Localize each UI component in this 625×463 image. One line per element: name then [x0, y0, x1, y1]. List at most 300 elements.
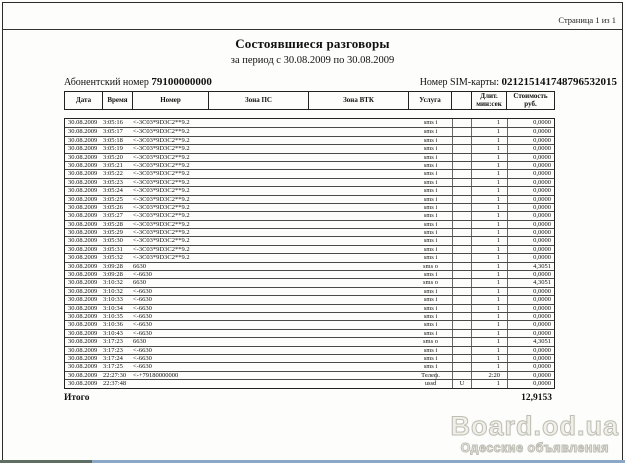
cell-time: 22:37:48: [103, 380, 127, 388]
sim-number-group: [420, 76, 617, 88]
cell-cost: 0,0000: [507, 271, 554, 278]
cell-service: sms i: [423, 354, 438, 362]
cell-service: sms i: [423, 161, 438, 169]
cell-number: 6630: [133, 279, 146, 287]
table-row: [65, 304, 554, 312]
cell-service: Телеф.: [421, 371, 440, 379]
cell-duration: 1: [496, 136, 500, 144]
cell-zone-vtk: [309, 246, 409, 253]
cell-duration: 1: [496, 338, 500, 346]
cell-flag: [452, 296, 472, 303]
cell-number: 6630: [133, 338, 146, 346]
cell-service: sms i: [423, 178, 438, 186]
cell-duration: 1: [496, 363, 500, 371]
cell-number: <-3C03*9D3C2**9.2: [133, 119, 190, 126]
cell-number: <-6630: [133, 296, 152, 304]
cell-duration: 1: [496, 312, 500, 320]
cell-service: sms i: [423, 329, 438, 337]
cell-duration: 1: [496, 346, 500, 354]
cell-service: sms o: [423, 279, 438, 287]
cell-date: 30.08.2009: [68, 161, 98, 169]
cell-number: <-6630: [133, 271, 152, 279]
cell-flag: [452, 179, 472, 186]
cell-number: <-6630: [133, 312, 152, 320]
cell-zone-vtk: [309, 321, 409, 328]
cell-zone-ps: [209, 246, 309, 253]
cell-service: sms i: [423, 287, 438, 295]
cell-time: 3:17:24: [103, 354, 123, 362]
cell-number: <-3C03*9D3C2**9.2: [133, 212, 190, 220]
cell-service: sms i: [423, 312, 438, 320]
cell-flag: [452, 347, 472, 354]
cell-time: 3:05:27: [103, 212, 123, 220]
cell-time: 3:05:19: [103, 145, 123, 153]
col-header-zone-vtk: Зона ВТК: [309, 92, 409, 109]
table-header: [64, 91, 555, 110]
cell-date: 30.08.2009: [68, 363, 98, 371]
cell-time: 3:10:33: [103, 296, 123, 304]
cell-flag: [452, 196, 472, 203]
cell-cost: 0,0000: [507, 246, 554, 253]
table-row: [65, 127, 554, 135]
cell-flag: [452, 271, 472, 278]
col-header-time: Время: [103, 92, 133, 109]
cell-cost: 0,0000: [507, 119, 554, 127]
cell-service: ussd: [424, 380, 437, 388]
cell-cost: 0,0000: [507, 237, 554, 244]
cell-zone-ps: [209, 355, 309, 362]
cell-flag: [452, 212, 472, 219]
cell-zone-ps: [209, 263, 309, 270]
total-value: 12,9153: [521, 392, 552, 403]
cell-flag: [452, 288, 472, 295]
cell-zone-vtk: [309, 229, 409, 236]
cell-service: sms i: [423, 119, 438, 126]
cell-service: sms i: [423, 245, 438, 253]
table-row: [65, 312, 554, 320]
cell-cost: 0,0000: [507, 305, 554, 312]
cell-duration: 1: [496, 237, 500, 245]
cell-number: <-6630: [133, 346, 152, 354]
report-period: за период с 30.08.2009 по 30.08.2009: [230, 55, 395, 66]
cell-time: 3:09:28: [103, 262, 123, 270]
cell-zone-vtk: [309, 263, 409, 270]
cell-service: sms i: [423, 304, 438, 312]
cell-date: 30.08.2009: [68, 245, 98, 253]
cell-cost: 0,0000: [507, 288, 554, 295]
cell-time: 3:10:36: [103, 321, 123, 329]
cell-service: sms i: [423, 229, 438, 237]
cell-zone-vtk: [309, 355, 409, 362]
cell-number: <-3C03*9D3C2**9.2: [133, 153, 190, 161]
cell-flag: [452, 145, 472, 152]
cell-time: 3:05:21: [103, 161, 123, 169]
cell-number: <-6630: [133, 363, 152, 371]
cell-duration: 1: [496, 321, 500, 329]
cell-zone-ps: [209, 119, 309, 127]
table-row: [65, 178, 554, 186]
cell-duration: 1: [496, 254, 500, 262]
cell-duration: 1: [496, 220, 500, 228]
cell-zone-ps: [209, 288, 309, 295]
table-row: [65, 195, 554, 203]
cell-service: sms o: [423, 338, 438, 346]
cell-time: 3:05:25: [103, 195, 123, 203]
table-row: [65, 329, 554, 337]
cell-flag: [452, 137, 472, 144]
cell-zone-ps: [209, 254, 309, 261]
cell-zone-vtk: [309, 145, 409, 152]
cell-duration: 1: [496, 187, 500, 195]
table-row: [65, 253, 554, 261]
table-body: [64, 118, 555, 389]
cell-duration: 1: [496, 329, 500, 337]
cell-date: 30.08.2009: [68, 203, 98, 211]
cell-zone-ps: [209, 338, 309, 345]
cell-zone-vtk: [309, 170, 409, 177]
cell-zone-ps: [209, 372, 309, 379]
cell-duration: 1: [496, 279, 500, 287]
cell-cost: 0,0000: [507, 170, 554, 177]
cell-number: <-6630: [133, 321, 152, 329]
cell-time: 3:09:28: [103, 271, 123, 279]
table-row: [65, 346, 554, 354]
table-row: [65, 362, 554, 370]
total-label: Итого: [64, 392, 90, 403]
table-row: [65, 169, 554, 177]
cell-flag: [452, 154, 472, 161]
cell-date: 30.08.2009: [68, 220, 98, 228]
cell-cost: 0,0000: [507, 137, 554, 144]
cell-number: <-3C03*9D3C2**9.2: [133, 170, 190, 178]
cell-cost: 0,0000: [507, 313, 554, 320]
cell-time: 3:10:32: [103, 279, 123, 287]
cell-duration: 1: [496, 178, 500, 186]
table-row: [65, 203, 554, 211]
cell-zone-ps: [209, 204, 309, 211]
cell-number: 6630: [133, 262, 146, 270]
table-row: [65, 354, 554, 362]
table-row: [65, 236, 554, 244]
cell-date: 30.08.2009: [68, 338, 98, 346]
cell-number: <-3C03*9D3C2**9.2: [133, 229, 190, 237]
cell-date: 30.08.2009: [68, 262, 98, 270]
cell-flag: [452, 162, 472, 169]
cell-time: 3:05:16: [103, 119, 123, 126]
watermark: [450, 410, 619, 455]
totals-row: [64, 393, 555, 403]
cell-zone-ps: [209, 179, 309, 186]
table-row: [65, 153, 554, 161]
table-row: [65, 379, 554, 387]
cell-duration: 1: [496, 380, 500, 388]
sim-label: Номер SIM-карты:: [419, 77, 499, 88]
cell-number: <-3C03*9D3C2**9.2: [133, 220, 190, 228]
col-header-duration: Длит. мин:сек: [472, 92, 507, 109]
cell-cost: 0,0000: [507, 296, 554, 303]
cell-date: 30.08.2009: [68, 212, 98, 220]
table-row: [65, 228, 554, 236]
cell-time: 22:27:30: [103, 371, 127, 379]
watermark-logo: Board.od.ua: [450, 410, 619, 441]
col-header-service: Услуга: [409, 92, 452, 109]
cell-number: <-3C03*9D3C2**9.2: [133, 203, 190, 211]
cell-cost: 0,0000: [507, 212, 554, 219]
cell-duration: 1: [496, 145, 500, 153]
cell-zone-vtk: [309, 179, 409, 186]
cell-service: sms i: [423, 237, 438, 245]
cell-zone-vtk: [309, 288, 409, 295]
cell-flag: U: [452, 380, 472, 387]
cell-time: 3:05:22: [103, 170, 123, 178]
cell-zone-vtk: [309, 271, 409, 278]
cell-duration: 1: [496, 153, 500, 161]
cell-number: <-3C03*9D3C2**9.2: [133, 178, 190, 186]
cell-time: 3:05:32: [103, 254, 123, 262]
cell-zone-vtk: [309, 254, 409, 261]
table-row: [65, 161, 554, 169]
cell-flag: [452, 254, 472, 261]
cell-zone-vtk: [309, 221, 409, 228]
cell-service: sms i: [423, 363, 438, 371]
cell-zone-ps: [209, 162, 309, 169]
cell-service: sms i: [423, 212, 438, 220]
cell-service: sms i: [423, 195, 438, 203]
col-header-cost: Стоимость руб.: [513, 91, 548, 108]
cell-flag: [452, 279, 472, 286]
cell-zone-ps: [209, 347, 309, 354]
cell-cost: 0,0000: [507, 145, 554, 152]
cell-flag: [452, 237, 472, 244]
cell-duration: 1: [496, 296, 500, 304]
cell-date: 30.08.2009: [68, 229, 98, 237]
cell-flag: [452, 170, 472, 177]
cell-cost: 0,0000: [507, 128, 554, 135]
cell-date: 30.08.2009: [68, 254, 98, 262]
cell-cost: 0,0000: [507, 162, 554, 169]
cell-flag: [452, 187, 472, 194]
table-row: [65, 371, 554, 379]
cell-zone-ps: [209, 154, 309, 161]
cell-zone-ps: [209, 229, 309, 236]
cell-zone-ps: [209, 296, 309, 303]
cell-zone-vtk: [309, 347, 409, 354]
watermark-tagline: Одесские объявления: [460, 440, 609, 455]
cell-zone-ps: [209, 196, 309, 203]
cell-date: 30.08.2009: [68, 128, 98, 136]
cell-number: <-3C03*9D3C2**9.2: [133, 237, 190, 245]
cell-date: 30.08.2009: [68, 371, 98, 379]
cell-zone-ps: [209, 237, 309, 244]
table-row: [65, 119, 554, 127]
cell-zone-vtk: [309, 212, 409, 219]
cell-duration: 1: [496, 195, 500, 203]
cell-cost: 0,0000: [507, 372, 554, 379]
cell-flag: [452, 338, 472, 345]
cell-duration: 1: [496, 170, 500, 178]
cell-time: 3:05:18: [103, 136, 123, 144]
cell-cost: 4,3051: [507, 338, 554, 345]
cell-service: sms i: [423, 153, 438, 161]
col-header-number: Номер: [133, 92, 209, 109]
table-row: [65, 245, 554, 253]
cell-date: 30.08.2009: [68, 346, 98, 354]
cell-date: 30.08.2009: [68, 119, 98, 126]
cell-number: [133, 380, 209, 387]
cell-number: <-6630: [133, 287, 152, 295]
cell-service: sms i: [423, 187, 438, 195]
cell-time: 3:05:31: [103, 245, 123, 253]
table-row: [65, 287, 554, 295]
cell-time: 3:05:23: [103, 178, 123, 186]
cell-zone-vtk: [309, 137, 409, 144]
cell-date: 30.08.2009: [68, 170, 98, 178]
cell-service: sms i: [423, 346, 438, 354]
cell-number: <-3C03*9D3C2**9.2: [133, 128, 190, 136]
account-info-row: [64, 76, 617, 88]
cell-duration: 1: [496, 128, 500, 136]
cell-duration: 1: [496, 203, 500, 211]
cell-cost: 4,3051: [507, 263, 554, 270]
cell-service: sms i: [423, 145, 438, 153]
cell-zone-ps: [209, 321, 309, 328]
cell-date: 30.08.2009: [68, 279, 98, 287]
cell-date: 30.08.2009: [68, 354, 98, 362]
cell-zone-ps: [209, 305, 309, 312]
cell-service: sms i: [423, 136, 438, 144]
cell-zone-vtk: [309, 119, 409, 127]
table-row: [65, 211, 554, 219]
cell-cost: 4,3051: [507, 279, 554, 286]
cell-service: sms i: [423, 128, 438, 136]
cell-zone-ps: [209, 221, 309, 228]
subscriber-number: 79100000000: [151, 76, 212, 88]
cell-cost: 0,0000: [507, 380, 554, 387]
cell-zone-vtk: [309, 204, 409, 211]
cell-date: 30.08.2009: [68, 271, 98, 279]
header-divider: [3, 29, 622, 30]
cell-zone-vtk: [309, 187, 409, 194]
cell-number: <-3C03*9D3C2**9.2: [133, 136, 190, 144]
cell-number: <-+79180000000: [133, 371, 179, 379]
cell-flag: [452, 229, 472, 236]
cell-time: 3:17:25: [103, 363, 123, 371]
cell-flag: [452, 246, 472, 253]
cell-time: 3:17:23: [103, 338, 123, 346]
cell-flag: [452, 355, 472, 362]
cell-time: 3:10:32: [103, 287, 123, 295]
cell-zone-ps: [209, 137, 309, 144]
cell-number: <-3C03*9D3C2**9.2: [133, 145, 190, 153]
cell-zone-vtk: [309, 363, 409, 370]
report-title: Состоявшиеся разговоры: [235, 36, 390, 51]
cell-date: 30.08.2009: [68, 296, 98, 304]
cell-duration: 1: [496, 262, 500, 270]
cell-time: 3:05:29: [103, 229, 123, 237]
cell-duration: 1: [496, 287, 500, 295]
cell-date: 30.08.2009: [68, 178, 98, 186]
cell-time: 3:05:28: [103, 220, 123, 228]
cell-number: <-6630: [133, 354, 152, 362]
cell-time: 3:10:43: [103, 329, 123, 337]
cell-flag: [452, 263, 472, 270]
page-indicator: Страница 1 из 1: [558, 15, 616, 25]
cell-flag: [452, 204, 472, 211]
cell-duration: 1: [496, 245, 500, 253]
cell-service: sms i: [423, 296, 438, 304]
cell-date: 30.08.2009: [68, 145, 98, 153]
cell-date: 30.08.2009: [68, 153, 98, 161]
cell-duration: 1: [496, 229, 500, 237]
cell-service: sms i: [423, 170, 438, 178]
cell-date: 30.08.2009: [68, 136, 98, 144]
cell-cost: 0,0000: [507, 321, 554, 328]
cell-number: <-6630: [133, 329, 152, 337]
cell-zone-vtk: [309, 196, 409, 203]
cell-cost: 0,0000: [507, 154, 554, 161]
cell-zone-ps: [209, 271, 309, 278]
cell-date: 30.08.2009: [68, 287, 98, 295]
cell-cost: 0,0000: [507, 355, 554, 362]
cell-duration: 1: [496, 354, 500, 362]
cell-zone-ps: [209, 170, 309, 177]
cell-duration: 2:20: [488, 371, 500, 379]
cell-date: 30.08.2009: [68, 304, 98, 312]
cell-zone-vtk: [309, 372, 409, 379]
cell-zone-ps: [209, 145, 309, 152]
cell-cost: 0,0000: [507, 363, 554, 370]
cell-zone-vtk: [309, 296, 409, 303]
table-row: [65, 136, 554, 144]
cell-time: 3:17:23: [103, 346, 123, 354]
cell-time: 3:10:35: [103, 312, 123, 320]
cell-duration: 1: [496, 119, 500, 126]
cell-date: 30.08.2009: [68, 187, 98, 195]
cell-service: sms i: [423, 321, 438, 329]
cell-cost: 0,0000: [507, 221, 554, 228]
cell-time: 3:10:34: [103, 304, 123, 312]
subscriber-number-group: [64, 76, 212, 88]
cell-zone-ps: [209, 212, 309, 219]
cell-date: 30.08.2009: [68, 329, 98, 337]
cell-zone-vtk: [309, 128, 409, 135]
cell-number: <-3C03*9D3C2**9.2: [133, 195, 190, 203]
cell-zone-vtk: [309, 330, 409, 337]
cell-date: 30.08.2009: [68, 312, 98, 320]
cell-service: sms i: [423, 220, 438, 228]
cell-number: <-3C03*9D3C2**9.2: [133, 187, 190, 195]
cell-flag: [452, 321, 472, 328]
cell-time: 3:05:30: [103, 237, 123, 245]
table-row: [65, 186, 554, 194]
cell-flag: [452, 363, 472, 370]
subscriber-label: Абонентский номер: [64, 77, 149, 88]
cell-flag: [452, 372, 472, 379]
cell-flag: [452, 305, 472, 312]
table-row: [65, 320, 554, 328]
cell-flag: [452, 119, 472, 127]
cell-date: 30.08.2009: [68, 380, 98, 388]
cell-date: 30.08.2009: [68, 195, 98, 203]
table-row: [65, 337, 554, 345]
cell-zone-ps: [209, 313, 309, 320]
cell-date: 30.08.2009: [68, 321, 98, 329]
col-header-flag: [452, 92, 472, 109]
cell-duration: 1: [496, 212, 500, 220]
cell-cost: 0,0000: [507, 179, 554, 186]
cell-time: 3:05:20: [103, 153, 123, 161]
cell-zone-vtk: [309, 162, 409, 169]
